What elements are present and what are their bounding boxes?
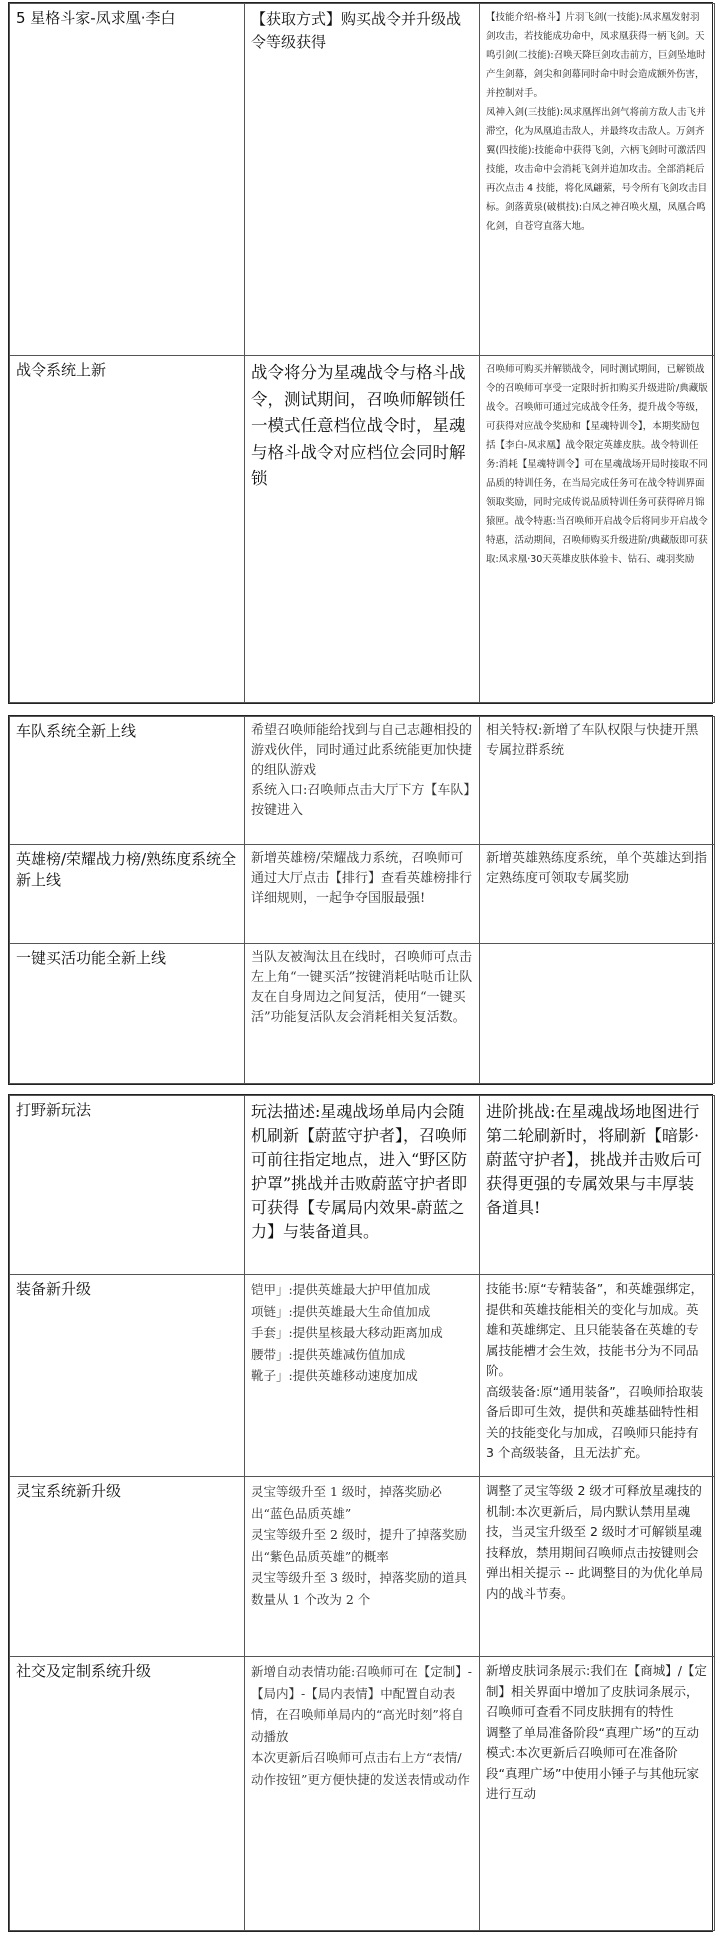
row-topic: 一键买活功能全新上线 [10, 944, 245, 1084]
row-detail: 新增英雄熟练度系统，单个英雄达到指定熟练度可领取专属奖励 [480, 845, 715, 944]
row-detail: 相关特权:新增了车队权限与快捷开黑专属拉群系统 [480, 717, 715, 845]
row-description: 灵宝等级升至 1 级时，掉落奖励必出“蓝色品质英雄” 灵宝等级升至 2 级时，提升了掉落奖励出“紫色品质英雄”的概率 灵宝等级升至 3 级时，掉落奖励的道具数量从 1 个改为 2 个 [245, 1477, 480, 1657]
update-table-3 [9, 1095, 715, 1931]
table-row [10, 4, 715, 356]
update-table-1 [9, 3, 715, 703]
row-description: 铠甲」:提供英雄最大护甲值加成 项链」:提供英雄最大生命值加成 手套」:提供星核最大移动距离加成 腰带」:提供英雄减伤值加成 靴子」:提供英雄移动速度加成 [245, 1275, 480, 1477]
row-detail: 调整了灵宝等级 2 级才可释放星魂技的机制:本次更新后，局内默认禁用星魂技，当灵宝升级至 2 级时才可解锁星魂技释放，禁用期间召唤师点击按键则会弹出相关提示 -- 此调整目的为优化单局内的战斗节奏。 [480, 1477, 715, 1657]
row-detail: 技能书:原“专精装备”，和英雄强绑定，提供和英雄技能相关的变化与加成。英雄和英雄绑定、且只能装备在英雄的专属技能槽才会生效，技能书分为不同品阶。 高级装备:原“通用装备”，召唤师拾取装备后即可生效，提供和英雄基础特性相关的技能变化与加成，召唤师只能持有 3 个高级装备，且无法扩充。 [480, 1275, 715, 1477]
update-table-2 [9, 716, 715, 1084]
row-description: 当队友被淘汰且在线时，召唤师可点击左上角“一键买活”按键消耗咕哒币让队友在自身周边之间复活，使用“一键买活”功能复活队友会消耗相关复活数。 [245, 944, 480, 1084]
row-topic: 社交及定制系统升级 [10, 1657, 245, 1931]
row-topic: 灵宝系统新升级 [10, 1477, 245, 1657]
row-description: 玩法描述:星魂战场单局内会随机刷新【蔚蓝守护者】，召唤师可前往指定地点，进入“野区防护罩”挑战并击败蔚蓝守护者即可获得【专属局内效果-蔚蓝之力】与装备道具。 [245, 1096, 480, 1275]
table-row [10, 845, 715, 944]
row-detail: 新增皮肤词条展示:我们在【商城】/【定制】相关界面中增加了皮肤词条展示，召唤师可查看不同皮肤拥有的特性 调整了单局准备阶段“真理广场”的互动模式:本次更新后召唤师可在准备阶段“真理广场”中使用小锤子与其他玩家进行互动 [480, 1657, 715, 1931]
row-topic: 车队系统全新上线 [10, 717, 245, 845]
section-team-rank [8, 715, 713, 1085]
row-description: 新增英雄榜/荣耀战力系统，召唤师可通过大厅点击【排行】查看英雄榜排行详细规则，一起争夺国服最强! [245, 845, 480, 944]
row-topic: 打野新玩法 [10, 1096, 245, 1275]
row-topic: 装备新升级 [10, 1275, 245, 1477]
table-row [10, 1477, 715, 1657]
table-row [10, 356, 715, 703]
table-row [10, 1275, 715, 1477]
row-detail [480, 944, 715, 1084]
row-detail: 进阶挑战:在星魂战场地图进行第二轮刷新时，将刷新【暗影·蔚蓝守护者】，挑战并击败后可获得更强的专属效果与丰厚装备道具! [480, 1096, 715, 1275]
row-topic: 英雄榜/荣耀战力榜/熟练度系统全新上线 [10, 845, 245, 944]
table-row [10, 1657, 715, 1931]
row-topic: 5 星格斗家-凤求凰·李白 [10, 4, 245, 356]
row-description: 战令将分为星魂战令与格斗战令，测试期间，召唤师解锁任一模式任意档位战令时，星魂与格斗战令对应档位会同时解锁 [245, 356, 480, 703]
section-gameplay [8, 1094, 713, 1932]
table-row [10, 1096, 715, 1275]
row-description: 新增自动表情功能:召唤师可在【定制】-【局内】-【局内表情】中配置自动表情，在召唤师单局内的“高光时刻”将自动播放 本次更新后召唤师可点击右上方“表情/动作按钮”更方便快捷的发送表情或动作 [245, 1657, 480, 1931]
row-description: 希望召唤师能给找到与自己志趣相投的游戏伙伴，同时通过此系统能更加快捷的组队游戏 系统入口:召唤师点击大厅下方【车队】按键进入 [245, 717, 480, 845]
table-row [10, 717, 715, 845]
section-battlepass [8, 2, 713, 704]
table-row [10, 944, 715, 1084]
row-topic: 战令系统上新 [10, 356, 245, 703]
row-description: 【获取方式】购买战令并升级战令等级获得 [245, 4, 480, 356]
row-detail: 召唤师可购买并解锁战令，同时测试期间，已解锁战令的召唤师可享受一定限时折扣购买升级进阶/典藏版战令。召唤师可通过完成战令任务，提升战令等级，可获得对应战令奖励和【星魂特训令】，本期奖励包括【李白-凤求凰】战令限定英雄皮肤。战令特训任务:消耗【星魂特训令】可在星魂战场开局时接取不同品质的特训任务，在当局完成任务可在战令特训界面领取奖励，同时完成传说品质特训任务可获得碎月锦猿匣。战令特惠:当召唤师开启战令后将同步开启战令特惠，活动期间，召唤师购买升级进阶/典藏版即可获取:凤求凰·30天英雄皮肤体验卡、钻石、魂羽奖励 [480, 356, 715, 703]
row-detail: 【技能介绍-格斗】片羽飞剑(一技能):凤求凰发射羽剑攻击，若技能成功命中，凤求凰获得一柄飞剑。天鸣引剑(二技能):召唤天降巨剑攻击前方，巨剑坠地时产生剑幕，剑尖和剑幕同时命中时会造成额外伤害，并控制对手。 凤神入剑(三技能):凤求凰挥出剑气将前方敌人击飞并滞空，化为凤凰追击敌人，并最终攻击敌人。万剑齐翼(四技能):技能命中获得飞剑，六柄飞剑时可激活四技能，攻击命中会消耗飞剑并追加攻击。全部消耗后再次点击 4 技能，将化凤翩萦，号令所有飞剑攻击目标。剑落黄泉(破棋技):白凤之神召唤火凰，凤凰合鸣化剑，自苍穹直落大地。 [480, 4, 715, 356]
